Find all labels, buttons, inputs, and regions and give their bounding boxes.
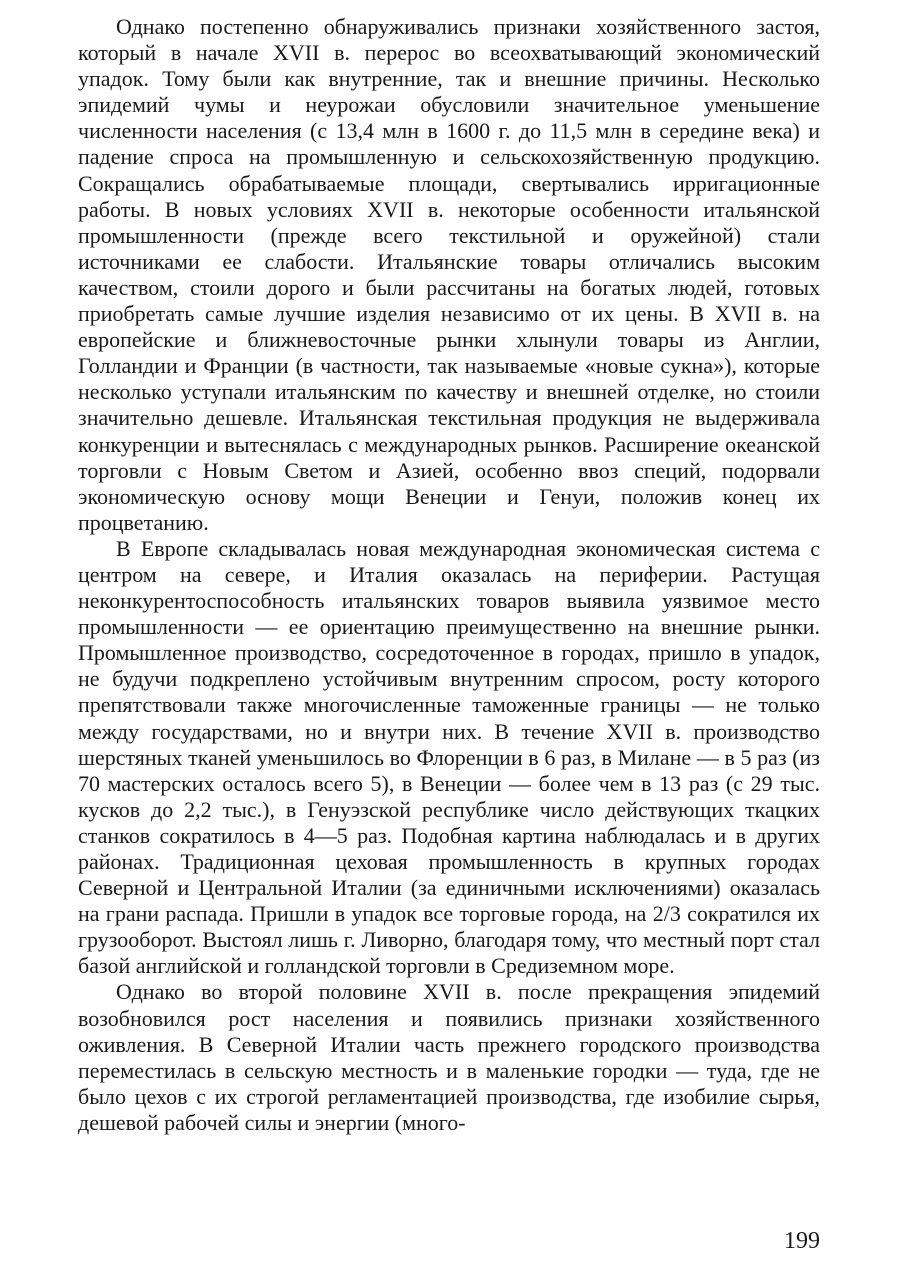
paragraph-2: В Европе складывалась новая международная экономическая система с центром на севере, и Италия оказалась на периферии. Растущая неконкурентоспособность итальянских товаров выявила уязвимое место промышленности — ее ориентацию преимущественно на внешние рынки. Промышленное производство, сосредоточенное в городах, пришло в упадок, не будучи подкреплено устойчивым внутренним спросом, росту которого препятствовали также многочисленные таможенные границы — не только между государствами, но и внутри них. В течение XVII в. производство шерстяных тканей уменьшилось во Флоренции в 6 раз, в Милане — в 5 раз (из 70 мастерских осталось всего 5), в Венеции — более чем в 13 раз (с 29 тыс. кусков до 2,2 тыс.), в Генуэзской республике число действующих ткацких станков сократилось в 4—5 раз. Подобная картина наблюдалась и в других районах. Традиционная цеховая промышленность в крупных городах Северной и Центральной Италии (за единичными исключениями) оказалась на грани распада. Пришли в упадок все торговые города, на 2/3 сократился их грузооборот. Выстоял лишь г. Ливорно, благодаря тому, что местный порт стал базой английской и голландской торговли в Средиземном море.: [78, 535, 820, 979]
paragraph-3: Однако во второй половине XVII в. после прекращения эпидемий возобновился рост населения и появились признаки хозяйственного оживления. В Северной Италии часть прежнего городского производства переместилась в сельскую местность и в маленькие городки — туда, где не было цехов с их строгой регламентацией производства, где изобилие сырья, дешевой рабочей силы и энергии (много-: [78, 979, 820, 1135]
page-number: 199: [784, 1228, 820, 1254]
body-text: [78, 14, 820, 1136]
paragraph-1: Однако постепенно обнаруживались признаки хозяйственного застоя, который в начале XVII в. перерос во всеохватывающий экономический упадок. Тому были как внутренние, так и внешние причины. Несколько эпидемий чумы и неурожаи обусловили значительное уменьшение численности населения (с 13,4 млн в 1600 г. до 11,5 млн в середине века) и падение спроса на промышленную и сельскохозяйственную продукцию. Сокращались обрабатываемые площади, свертывались ирригационные работы. В новых условиях XVII в. некоторые особенности итальянской промышленности (прежде всего текстильной и оружейной) стали источниками ее слабости. Итальянские товары отличались высоким качеством, стоили дорого и были рассчитаны на богатых людей, готовых приобретать самые лучшие изделия независимо от их цены. В XVII в. на европейские и ближневосточные рынки хлынули товары из Англии, Голландии и Франции (в частности, так называемые «новые сукна»), которые несколько уступали итальянским по качеству и внешней отделке, но стоили значительно дешевле. Итальянская текстильная продукция не выдерживала конкуренции и вытеснялась с международных рынков. Расширение океанской торговли с Новым Светом и Азией, особенно ввоз специй, подорвали экономическую основу мощи Венеции и Генуи, положив конец их процветанию.: [78, 14, 820, 535]
